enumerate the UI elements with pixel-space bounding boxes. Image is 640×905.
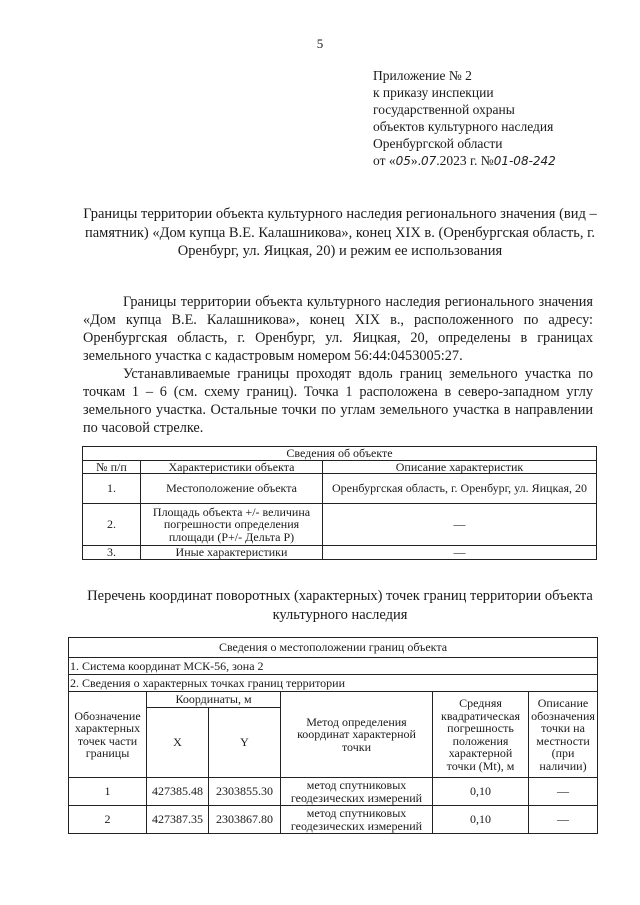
points-section-row: 2. Сведения о характерных точках границ территории [69, 675, 598, 692]
object-info-table [82, 446, 597, 560]
header-y: Y [209, 708, 281, 778]
point-description: — [529, 806, 598, 834]
row-description: — [323, 546, 597, 560]
point-y: 2303855.30 [209, 778, 281, 806]
row-description: — [323, 504, 597, 546]
page-number: 5 [316, 36, 324, 51]
row-characteristic: Иные характеристики [141, 546, 323, 560]
document-title: Границы территории объекта культурного наследия регионального значения (вид – памятник) «Дом купца В.Е. Калашникова», конец XIX в. (Оренбургская область, г. Оренбург, ул. Яицкая, 20) и режим ее использования [83, 206, 597, 259]
coordinates-list-title: Перечень координат поворотных (характерных) точек границ территории объекта культурного наследия [87, 588, 593, 623]
handwritten-month: 07 [421, 154, 437, 168]
paragraph-boundaries: Границы территории объекта культурного наследия регионального значения «Дом купца В.Е. Калашникова», конец XIX в., расположенного по адресу: Оренбургская область, г. Оренбург, ул. Яицкая, 20, определены в границах земельного участка с кадастровым номером 56:44:0453005:27. [83, 294, 593, 364]
date-year: .2023 г. № [436, 153, 494, 168]
header-point-description: Описание обозначения точки на местности (при наличии) [529, 692, 598, 778]
coord-system-row: 1. Система координат МСК-56, зона 2 [69, 658, 598, 675]
appendix-line-3: государственной охраны [373, 102, 515, 117]
header-num: № п/п [83, 460, 141, 474]
point-x: 427387.35 [147, 806, 209, 834]
header-x: X [147, 708, 209, 778]
order-date-line [373, 152, 633, 170]
point-accuracy: 0,10 [433, 778, 529, 806]
header-coordinates: Координаты, м [147, 692, 281, 708]
coordinates-table [68, 637, 598, 834]
handwritten-day: 05 [395, 154, 411, 168]
appendix-line-5: Оренбургской области [373, 136, 503, 151]
row-characteristic: Площадь объекта +/- величина погрешности определения площади (P+/- Дельта P) [141, 504, 323, 546]
row-num: 2. [83, 504, 141, 546]
date-prefix: от « [373, 153, 396, 168]
row-num: 3. [83, 546, 141, 560]
appendix-line-1: Приложение № 2 [373, 68, 472, 83]
point-method: метод спутниковых геодезических измерений [281, 778, 433, 806]
row-description: Оренбургская область, г. Оренбург, ул. Яицкая, 20 [323, 474, 597, 504]
point-label: 1 [69, 778, 147, 806]
date-mid: ». [410, 153, 422, 168]
appendix-line-4: объектов культурного наследия [373, 119, 554, 134]
point-y: 2303867.80 [209, 806, 281, 834]
object-table-caption: Сведения об объекте [83, 447, 597, 461]
header-point-designation: Обозначение характерных точек части границы [69, 692, 147, 778]
point-x: 427385.48 [147, 778, 209, 806]
row-num: 1. [83, 474, 141, 504]
header-characteristic: Характеристики объекта [141, 460, 323, 474]
appendix-header [373, 67, 633, 170]
point-label: 2 [69, 806, 147, 834]
appendix-line-2: к приказу инспекции [373, 85, 494, 100]
row-characteristic: Местоположение объекта [141, 474, 323, 504]
header-description: Описание характеристик [323, 460, 597, 474]
header-method: Метод определения координат характерной точки [281, 692, 433, 778]
header-accuracy: Средняя квадратическая погрешность положения характерной точки (Mt), м [433, 692, 529, 778]
point-description: — [529, 778, 598, 806]
coord-table-caption: Сведения о местоположении границ объекта [69, 638, 598, 658]
handwritten-order-number: 01-08-242 [493, 154, 556, 168]
paragraph-points: Устанавливаемые границы проходят вдоль границ земельного участка по точкам 1 – 6 (см. схему границ). Точка 1 расположена в северо-западном углу земельного участка. Остальные точки по углам земельного участка в направлении по часовой стрелке. [83, 366, 593, 436]
point-method: метод спутниковых геодезических измерений [281, 806, 433, 834]
point-accuracy: 0,10 [433, 806, 529, 834]
